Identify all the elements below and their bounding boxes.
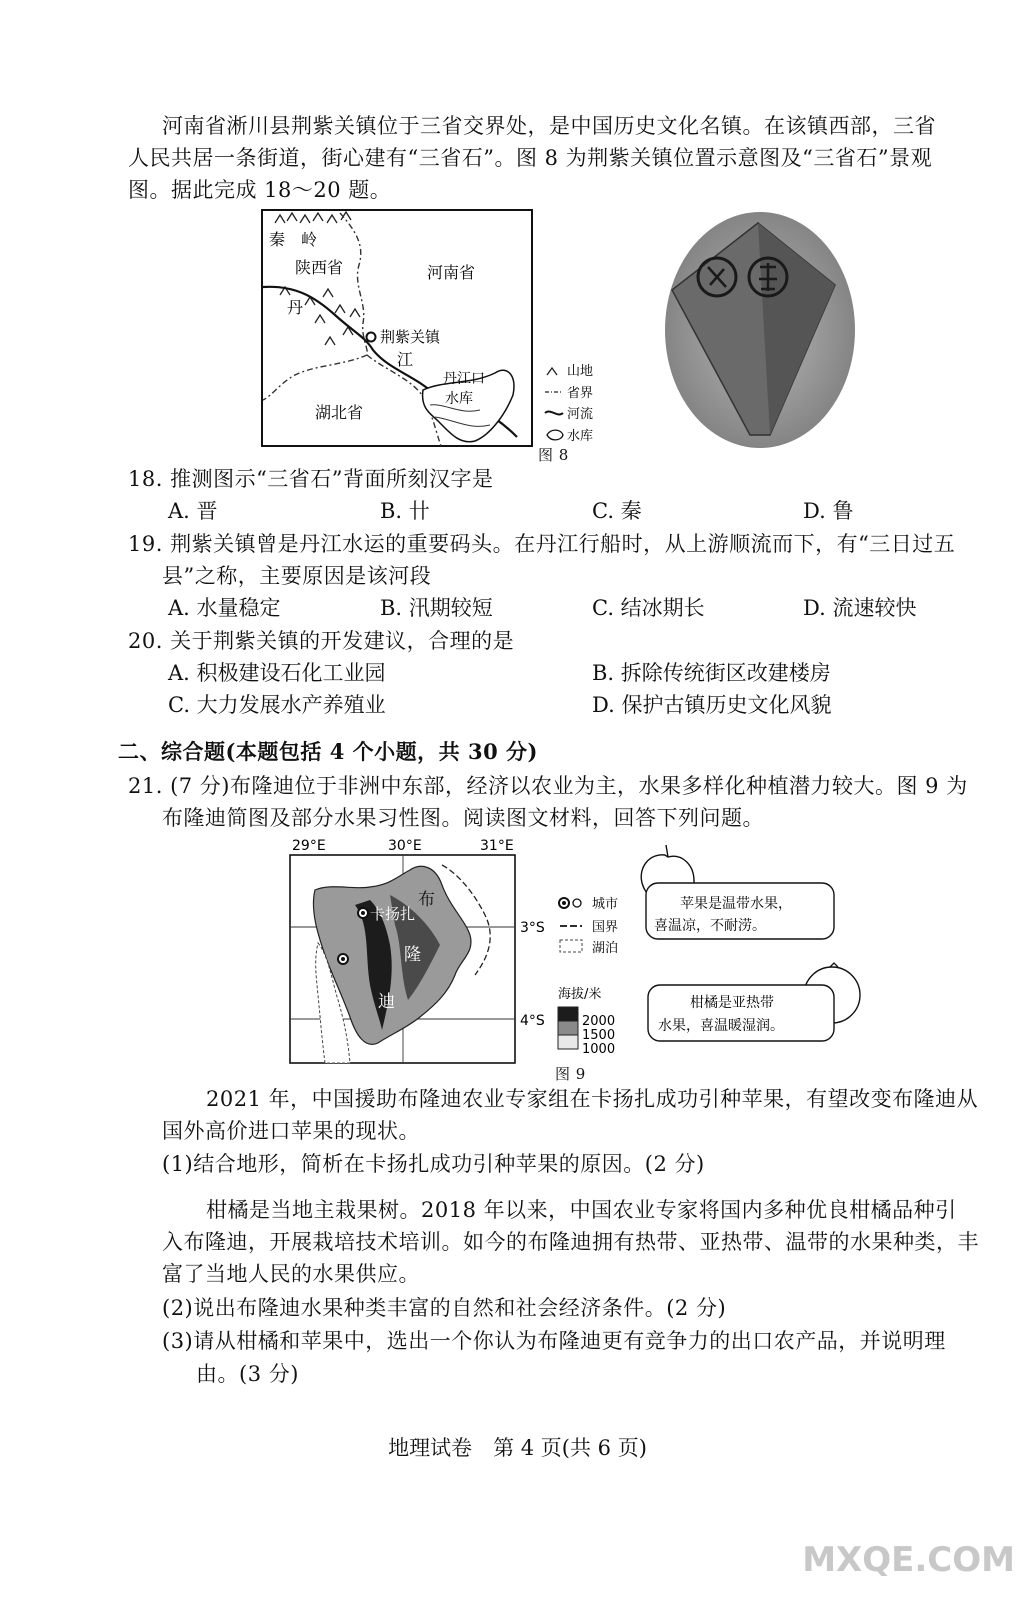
- fig9-legend: [558, 897, 618, 1057]
- figure-9-caption: 图 9: [555, 1065, 586, 1083]
- sub-question-3-line-2: 由。(3 分): [196, 1362, 299, 1386]
- citrus-text-1: 柑橘是亚热带: [690, 995, 774, 1011]
- lon-31: 31°E: [480, 838, 514, 854]
- para1-line-1: 2021 年，中国援助布隆迪农业专家组在卡扬扎成功引种苹果，有望改变布隆迪从: [206, 1087, 979, 1111]
- q19-stem-line-1: 19. 荆紫关镇曾是丹江水运的重要码头。在丹江行船时，从上游顺流而下，有“三日过五: [128, 532, 956, 556]
- q20-option-c[interactable]: C. 大力发展水产养殖业: [168, 693, 386, 717]
- label-dan: 丹: [287, 298, 304, 317]
- lon-30: 30°E: [388, 838, 422, 854]
- label-di: 迪: [378, 992, 395, 1012]
- label-reservoir-2: 水库: [445, 391, 473, 407]
- para1-line-2: 国外高价进口苹果的现状。: [162, 1119, 420, 1143]
- lat-4s: 4°S: [520, 1013, 545, 1029]
- para2-line-2: 入布隆迪，开展栽培技术培训。如今的布隆迪拥有热带、亚热带、温带的水果种类，丰: [162, 1230, 979, 1254]
- para2-line-1: 柑橘是当地主栽果树。2018 年以来，中国农业专家将国内多种优良柑橘品种引: [206, 1198, 957, 1222]
- label-kayanza: 卡扬扎: [370, 905, 416, 923]
- intro-line-3: 图。据此完成 18～20 题。: [128, 178, 392, 202]
- legend-border: 国界: [592, 920, 619, 935]
- label-henan: 河南省: [427, 263, 476, 282]
- label-qinling: 秦 岭: [269, 230, 318, 249]
- legend-reservoir: 水库: [567, 429, 594, 444]
- legend-city: 城市: [592, 897, 619, 912]
- citrus-text-2: 水果，喜温暖湿润。: [658, 1018, 784, 1034]
- legend-mountain: 山地: [567, 364, 594, 379]
- town-marker: [367, 333, 376, 342]
- label-reservoir-1: 丹江口: [443, 371, 485, 387]
- sub-question-2: (2)说出布隆迪水果种类丰富的自然和社会经济条件。(2 分): [162, 1296, 727, 1320]
- lon-29: 29°E: [292, 838, 326, 854]
- intro-line-2: 人民共居一条街道，街心建有“三省石”。图 8 为荆紫关镇位置示意图及“三省石”景观: [128, 146, 933, 170]
- para2-line-3: 富了当地人民的水果供应。: [162, 1262, 420, 1286]
- watermark-logo: MXQE.COM: [802, 1540, 1015, 1580]
- q20-option-d[interactable]: D. 保护古镇历史文化风貌: [592, 693, 832, 717]
- figure-8-map: [255, 205, 615, 465]
- sub-question-3-line-1: (3)请从柑橘和苹果中，选出一个你认为布隆迪更有竞争力的出口农产品，并说明理: [162, 1329, 946, 1353]
- q20-stem: 20. 关于荆紫关镇的开发建议，合理的是: [128, 629, 515, 653]
- q18-option-c[interactable]: C. 秦: [592, 499, 642, 523]
- legend-lake: 湖泊: [592, 941, 619, 956]
- q18-option-a[interactable]: A. 晋: [168, 499, 218, 523]
- page-footer: 地理试卷 第 4 页(共 6 页): [388, 1436, 647, 1460]
- legend-mountain-icon: [547, 368, 557, 375]
- section-2-title: 二、综合题(本题包括 4 个小题，共 30 分): [118, 739, 538, 764]
- label-shaanxi: 陕西省: [295, 258, 344, 277]
- q19-option-b[interactable]: B. 汛期较短: [380, 596, 493, 620]
- q21-stem-line-2: 布隆迪简图及部分水果习性图。阅读图文材料，回答下列问题。: [162, 806, 764, 830]
- q18-option-b[interactable]: B. 卄: [380, 499, 430, 523]
- q19-option-a[interactable]: A. 水量稳定: [168, 596, 281, 620]
- apple-text-2: 喜温凉，不耐涝。: [654, 918, 766, 934]
- label-jiang: 江: [397, 350, 414, 369]
- sub-question-1: (1)结合地形，简析在卡扬扎成功引种苹果的原因。(2 分): [162, 1152, 705, 1176]
- q21-stem-line-1: 21. (7 分)布隆迪位于非洲中东部，经济以农业为主，水果多样化种植潜力较大。图 9 为: [128, 774, 968, 798]
- legend-reservoir-icon: [547, 430, 563, 440]
- legend-river-icon: [545, 412, 563, 415]
- label-town: 荆紫关镇: [380, 328, 441, 346]
- q20-option-a[interactable]: A. 积极建设石化工业园: [168, 661, 386, 685]
- label-hubei: 湖北省: [315, 403, 364, 422]
- figure-9-burundi-map: [270, 835, 870, 1070]
- elev-2000: 2000: [582, 1014, 616, 1029]
- apple-text-1: 苹果是温带水果，: [680, 896, 792, 912]
- label-bu: 布: [418, 890, 435, 910]
- legend-boundary: 省界: [567, 386, 594, 401]
- q20-option-b[interactable]: B. 拆除传统街区改建楼房: [592, 661, 831, 685]
- q19-stem-line-2: 县”之称，主要原因是该河段: [162, 564, 432, 588]
- q18-stem: 18. 推测图示“三省石”背面所刻汉字是: [128, 467, 494, 491]
- fig8-legend: [545, 363, 593, 444]
- elevation-title: 海拔/米: [558, 987, 602, 1002]
- q18-option-d[interactable]: D. 鲁: [803, 499, 854, 523]
- elev-1000: 1000: [582, 1042, 616, 1057]
- q19-option-c[interactable]: C. 结冰期长: [592, 596, 705, 620]
- lat-3s: 3°S: [520, 920, 545, 936]
- legend-river: 河流: [567, 407, 594, 422]
- elev-1500: 1500: [582, 1028, 616, 1043]
- three-province-stone-photo: [660, 205, 855, 450]
- intro-line-1: 河南省淅川县荆紫关镇位于三省交界处，是中国历史文化名镇。在该镇西部，三省: [162, 114, 936, 138]
- figure-8-caption: 图 8: [538, 446, 569, 464]
- q19-option-d[interactable]: D. 流速较快: [803, 596, 917, 620]
- label-long: 隆: [404, 945, 421, 965]
